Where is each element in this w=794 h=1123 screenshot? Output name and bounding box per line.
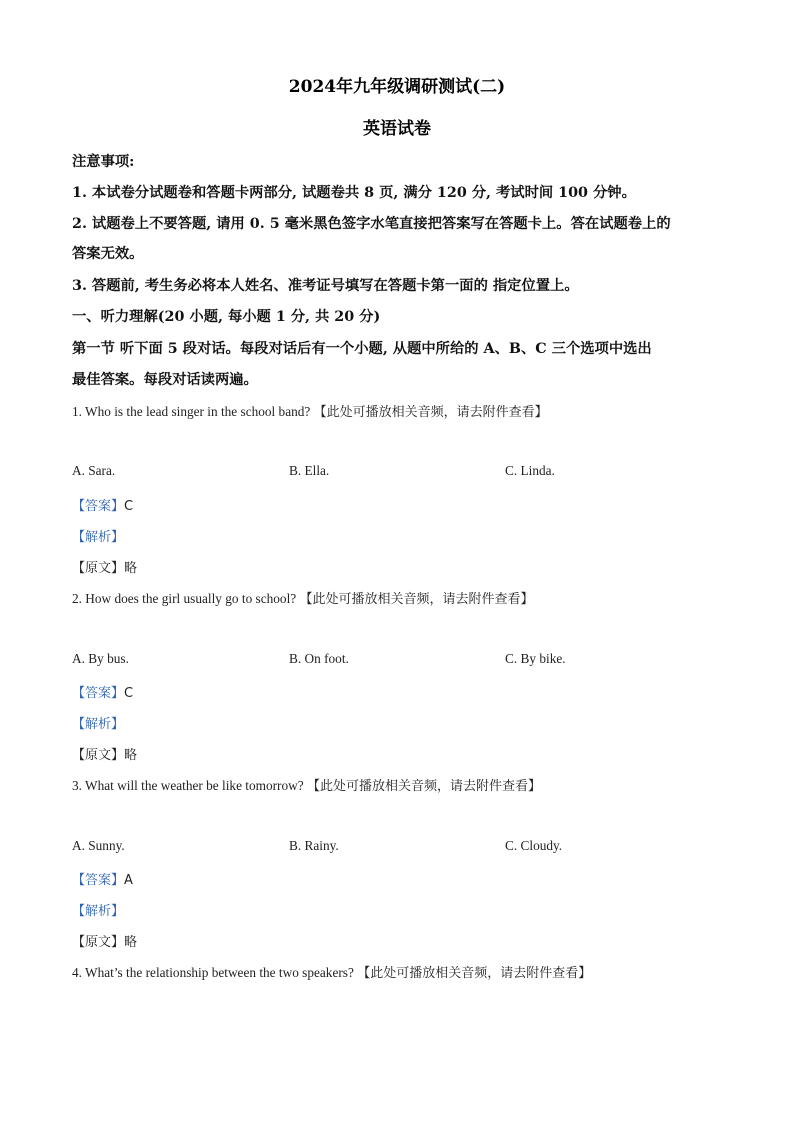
- audio-note-link[interactable]: 【此处可播放相关音频，请去附件查看】: [299, 592, 534, 607]
- question-1: [72, 401, 732, 420]
- original-label: 【原文】: [72, 748, 125, 763]
- answer-label: 【答案】: [72, 873, 125, 888]
- audio-note-link[interactable]: 【此处可播放相关音频，请去附件查看】: [357, 966, 592, 981]
- note-item-3: 3. 答题前, 考生务必将本人姓名、准考证号填写在答题卡第一面的 指定位置上。: [72, 278, 579, 294]
- analysis-label: 【解析】: [72, 904, 125, 919]
- question-1-option-a: A. Sara.: [72, 463, 116, 478]
- question-2-option-a: A. By bus.: [72, 651, 129, 666]
- question-3: [72, 775, 732, 794]
- question-3-original-value: 略: [124, 935, 138, 950]
- section-instruction-line-1: 第一节 听下面 5 段对话。每段对话后有一个小题, 从题中所给的 A、B、C 三个选项中选出: [72, 341, 652, 357]
- question-3-option-a: A. Sunny.: [72, 838, 125, 853]
- section-instruction-line-2: 最佳答案。每段对话读两遍。: [72, 372, 258, 388]
- question-1-original-value: 略: [124, 561, 138, 576]
- question-3-option-c: C. Cloudy.: [505, 838, 563, 853]
- original-label: 【原文】: [72, 935, 125, 950]
- question-1-answer-value: C: [124, 499, 134, 514]
- question-2-option-c: C. By bike.: [505, 651, 566, 666]
- question-1-option-b: B. Ella.: [289, 463, 330, 478]
- question-3-original: [72, 931, 137, 950]
- question-2-option-b: B. On foot.: [289, 651, 349, 666]
- note-item-2-line-1: 2. 试题卷上不要答题, 请用 0. 5 毫米黑色签字水笔直接把答案写在答题卡上。答在试题卷上的: [72, 216, 671, 232]
- analysis-label: 【解析】: [72, 717, 125, 732]
- exam-subtitle: 英语试卷: [363, 119, 431, 139]
- question-2-text: 2. How does the girl usually go to school?: [72, 591, 297, 606]
- question-3-analysis: [72, 900, 124, 919]
- question-1-original: [72, 557, 137, 576]
- answer-label: 【答案】: [72, 499, 125, 514]
- question-2-answer-value: C: [124, 686, 134, 701]
- audio-note-link[interactable]: 【此处可播放相关音频，请去附件查看】: [313, 405, 548, 420]
- question-3-text: 3. What will the weather be like tomorrow?: [72, 778, 304, 793]
- question-2: [72, 588, 732, 607]
- question-1-text: 1. Who is the lead singer in the school band?: [72, 404, 311, 419]
- section-title: 一、听力理解(20 小题, 每小题 1 分, 共 20 分): [72, 309, 381, 325]
- question-1-option-c: C. Linda.: [505, 463, 555, 478]
- analysis-label: 【解析】: [72, 530, 125, 545]
- note-item-1: 1. 本试卷分试题卷和答题卡两部分, 试题卷共 8 页, 满分 120 分, 考试时间 100 分钟。: [72, 185, 636, 201]
- question-1-answer: [72, 495, 133, 514]
- notes-heading: 注意事项:: [72, 154, 135, 170]
- answer-label: 【答案】: [72, 686, 125, 701]
- question-3-answer-value: A: [124, 873, 133, 888]
- question-4-text: 4. What’s the relationship between the two speakers?: [72, 965, 354, 980]
- question-2-answer: [72, 682, 133, 701]
- question-3-option-b: B. Rainy.: [289, 838, 339, 853]
- audio-note-link[interactable]: 【此处可播放相关音频，请去附件查看】: [306, 779, 541, 794]
- question-2-analysis: [72, 713, 124, 732]
- original-label: 【原文】: [72, 561, 125, 576]
- note-item-2-line-2: 答案无效。: [72, 246, 144, 262]
- question-3-answer: [72, 869, 133, 888]
- question-2-original: [72, 744, 137, 763]
- question-1-analysis: [72, 526, 124, 545]
- exam-title: 2024年九年级调研测试(二): [288, 77, 506, 97]
- question-2-original-value: 略: [124, 748, 138, 763]
- question-4: [72, 962, 732, 981]
